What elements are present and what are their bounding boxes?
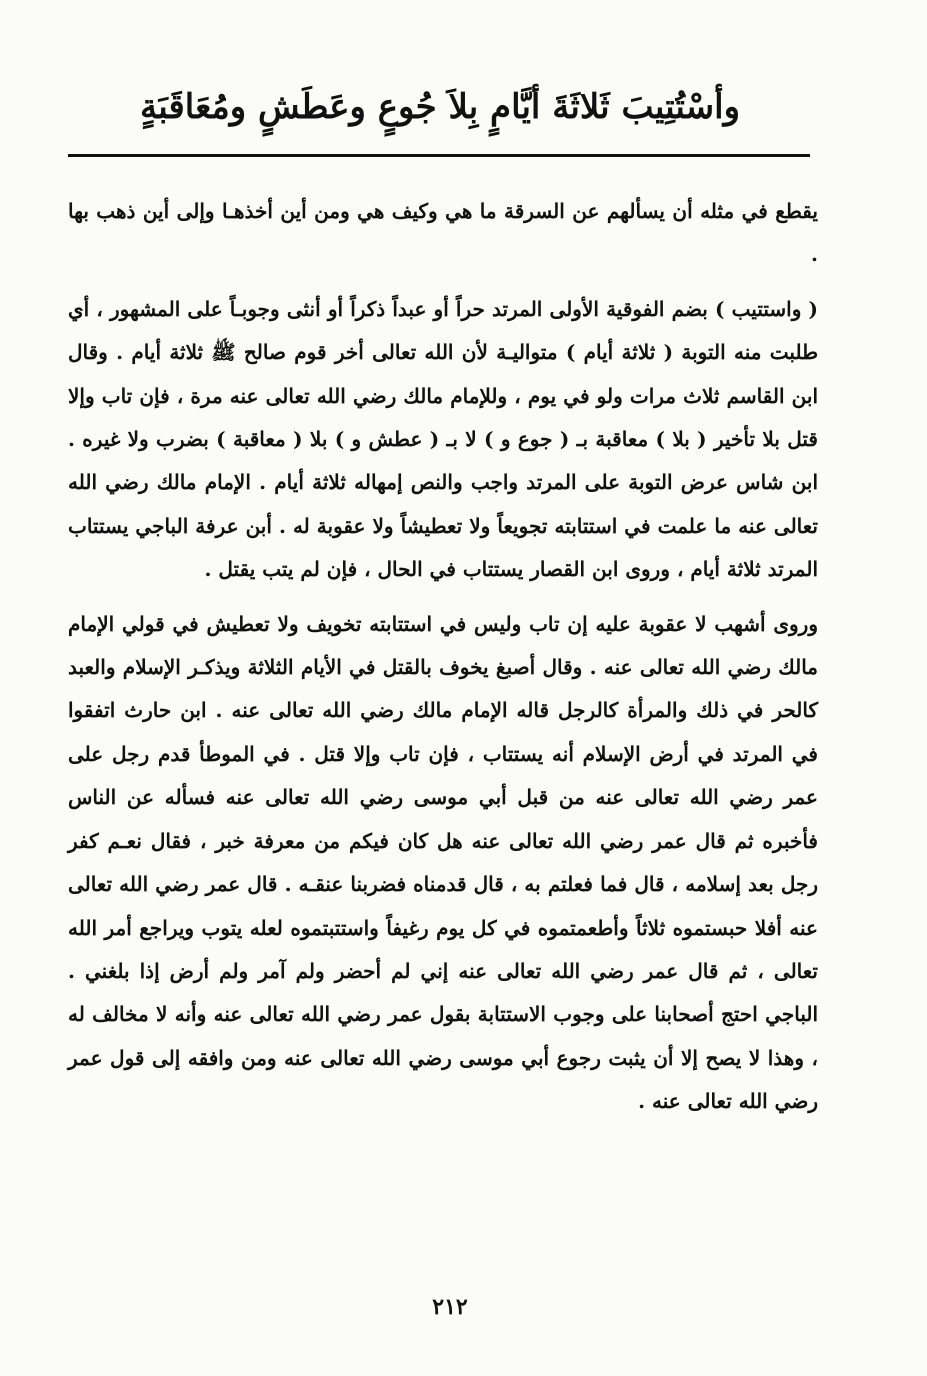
body-text	[68, 190, 818, 1124]
heading-rule	[68, 154, 810, 157]
paragraph-1: يقطع في مثله أن يسألهم عن السرقة ما هي وكيف هي ومن أين أخذهـا وإلى أين ذهب بها .	[68, 199, 818, 267]
page-heading: وأسْتُتِيبَ ثَلاثَةَ أيَّامٍ بِلاَ جُوعٍ وعَطَشٍ ومُعَاقَبَةٍ	[140, 87, 740, 127]
paragraph-2: ( واستتيب ) بضم الفوقية الأولى المرتد حراً أو عبداً ذكراً أو أنثى وجوبـاً على المشهور ، أي طلبت منه التوبة ( ثلاثة أيام ) متواليـة لأن الله تعالى أخر قوم صالح ﷺ ثلاثة أيام . وقال ابن القاسم ثلاث مرات ولو في يوم ، وللإمام مالك رضي الله تعالى عنه مرة ، فإن تاب وإلا قتل بلا تأخير ( بلا ) معاقبة بـ ( جوع و ) لا بـ ( عطش و ) بلا ( معاقبة ) بضرب ولا غيره . ابن شاس عرض التوبة على المرتد واجب والنص إمهاله ثلاثة أيام . الإمام مالك رضي الله تعالى عنه ما علمت في استتابته تجويعاً ولا تعطيشاً ولا عقوبة له . أبن عرفة الباجي يستتاب المرتد ثلاثة أيام ، وروى ابن القصار يستتاب في الحال ، فإن لم يتب يقتل .	[68, 296, 818, 582]
page-number: ٢١٢	[432, 1294, 468, 1320]
paragraph-3: وروى أشهب لا عقوبة عليه إن تاب وليس في استتابته تخويف ولا تعطيش في قولي الإمام مالك رضي الله تعالى عنه . وقال أصبغ يخوف بالقتل في الأيام الثلاثة ويذكـر الإسلام والعبد كالحر في ذلك والمرأة كالرجل قاله الإمام مالك رضي الله تعالى عنه . ابن حارث اتفقوا في المرتد في أرض الإسلام أنه يستتاب ، فإن تاب وإلا قتل . في الموطأ قدم رجل على عمر رضي الله تعالى عنه من قبل أبي موسى رضي الله تعالى عنه فسأله عن الناس فأخبره ثم قال عمر رضي الله تعالى عنه هل كان فيكم من معرفة خبر ، فقال نعـم كفر رجل بعد إسلامه ، قال فما فعلتم به ، قال قدمناه فضربنا عنقـه . قال عمر رضي الله تعالى عنه أفلا حبستموه ثلاثاً وأطعمتموه في كل يوم رغيفاً واستتبتموه لعله يتوب ويراجع أمر الله تعالى ، ثم قال عمر رضي الله تعالى عنه إني لم أحضر ولم آمر ولم أرض إذا بلغني . الباجي احتج أصحابنا على وجوب الاستتابة بقول عمر رضي الله تعالى عنه وأنه لا مخالف له ، وهذا لا يصح إلا أن يثبت رجوع أبي موسى رضي الله تعالى عنه ومن وافقه إلى قول عمر رضي الله تعالى عنه .	[68, 611, 818, 1114]
